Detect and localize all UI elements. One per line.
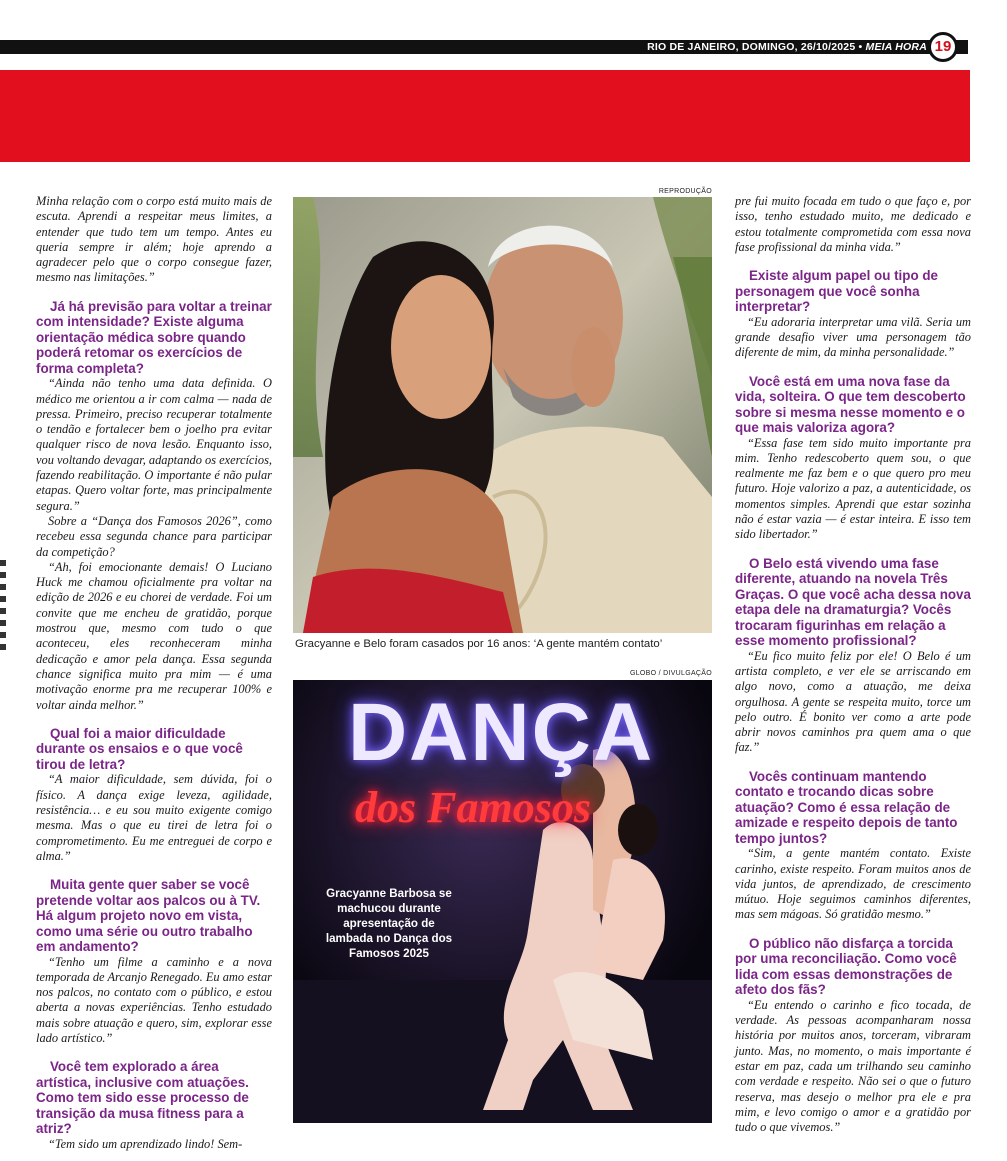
interview-question: Você está em uma nova fase da vida, solteira. O que tem descoberto sobre si mesma nesse momento e o que mais valoriza agora?: [735, 373, 966, 436]
interview-answer: “Tenho um filme a caminho e a nova temporada de Arcanjo Renegado. Eu amo estar nos palcos, no contato com o público, e estou aberta a novas experiências. Tenho estudado mais sobre atuação e quero, sim, explorar esse lado artístico.”: [36, 954, 272, 1046]
interview-question: Muita gente quer saber se você pretende voltar aos palcos ou à TV. Há algum projeto novo em vista, como uma série ou outro trabalho em andamento?: [36, 877, 261, 955]
interview-question: O público não disfarça a torcida por uma reconciliação. Como você lida com essas demonstrações de afeto dos fãs?: [735, 935, 957, 998]
interview-question: Você tem explorado a área artística, inclusive com atuações. Como tem sido esse processo de transição da musa fitness para a atriz?: [36, 1059, 249, 1137]
dance-show-photo: [293, 680, 712, 1123]
page-edge-mark: [0, 560, 6, 650]
photo1-caption: Gracyanne e Belo foram casados por 16 anos: ‘A gente mantém contato’: [295, 638, 663, 650]
dateline: [647, 40, 927, 54]
interview-answer: “Eu fico muito feliz por ele! O Belo é um artista completo, e ver ele se arriscando em algo novo, como a atuação, me deixa orgulhosa. A gente se respeita muito, torce um pelo outro. É bonito ver como a arte pode abrir novos caminhos pra quem ama o que faz.”: [735, 648, 971, 755]
interview-question: Vocês continuam mantendo contato e trocando dicas sobre atuação? Como é essa relação de amizade e respeito depois de tanto tempo juntos?: [735, 768, 958, 846]
interview-answer: Minha relação com o corpo está muito mais de escuta. Aprendi a respeitar meus limites, a entender que tudo tem um tempo. Antes eu queria sempre ir além; hoje aprendo a agradecer pelo que o corpo consegue fazer, mesmo nas limitações.”: [36, 194, 272, 285]
interview-answer: “Ah, foi emocionante demais! O Luciano Huck me chamou oficialmente pra voltar na edição de 2026 e eu chorei de verdade. Foi um convite que me encheu de gratidão, porque mostrou que, mesmo com tudo o que aconteceu, eles reconheceram minha dedicação e amor pela dança. Essa segunda chance significa muito pra mim — é uma motivação enorme pra me recuperar 100% e voltar ainda melhor.”: [36, 559, 272, 712]
interview-answer: “Eu entendo o carinho e fico tocada, de verdade. As pessoas acompanharam nossa história por muitos anos, torceram, vibraram junto. Mas, no momento, o mais importante é estar em paz, cada um trilhando seu caminho com verdade e respeito. Não sei o que o futuro reserva, mas desejo o melhor pra ele e pra mim, e levo comigo o amor e a gratidão por tudo o que vivemos.”: [735, 997, 971, 1135]
red-banner: [0, 70, 970, 162]
interview-answer: “Ainda não tenho uma data definida. O médico me orientou a ir com calma — nada de pressa. Primeiro, preciso recuperar totalmente o tendão e fortalecer bem o joelho pra evitar qualquer risco de nova lesão. Enquanto isso, vou voltando devagar, adaptando os exercícios, fazendo reabilitação. O importante é não pular etapas. Quero voltar forte, mas principalmente segura.”: [36, 376, 272, 513]
photo1-credit: REPRODUÇÃO: [658, 188, 712, 195]
interview-answer: “Tem sido um aprendizado lindo! Sem-: [48, 1136, 243, 1151]
couple-photo: [293, 197, 712, 633]
interview-question: Qual foi a maior dificuldade durante os ensaios e o que você tirou de letra?: [36, 725, 243, 772]
couple-photo-image: [293, 197, 712, 633]
page-number: 19: [928, 32, 958, 62]
show-logo-top: DANÇA: [347, 687, 655, 778]
column-left: [36, 194, 272, 1152]
interview-answer: pre fui muito focada em tudo o que faço e, por isso, tenho estudado muito, me dedicado e estou totalmente comprometida com essa nova fase profissional da minha vida.”: [735, 194, 971, 254]
lead-paragraph: Sobre a “Dança dos Famosos 2026”, como recebeu essa segunda chance para participar da competição?: [36, 513, 272, 559]
show-logo-bottom: dos Famosos: [355, 783, 591, 832]
interview-answer: “Sim, a gente mantém contato. Existe carinho, existe respeito. Foram muitos anos de vida juntos, de aprendizado, de crescimento mútuo. Hoje seguimos caminhos diferentes, mas sem mágoas. Só gratidão mesmo.”: [735, 846, 971, 922]
interview-answer: “Eu adoraria interpretar uma vilã. Seria um grande desafio viver uma personagem tão diferente de mim, da minha personalidade.”: [735, 314, 971, 360]
interview-answer: “A maior dificuldade, sem dúvida, foi o físico. A dança exige leveza, agilidade, resistência… e eu sou muito exigente comigo mesma. Mas o que eu tirei de letra foi o comprometimento. Eu me entreguei de corpo e alma.”: [36, 772, 272, 863]
interview-question: O Belo está vivendo uma fase diferente, atuando na novela Três Graças. O que você acha dessa nova etapa dele na dramaturgia? Vocês trocaram figurinhas em relação a esse momento profissional?: [735, 555, 971, 649]
interview-question: Já há previsão para voltar a treinar com intensidade? Existe alguma orientação médica sobre quando poderá retomar os exercícios de forma completa?: [36, 298, 272, 376]
column-right: [735, 194, 971, 1135]
photo2-credit: GLOBO / DIVULGAÇÃO: [629, 670, 712, 677]
interview-answer: “Essa fase tem sido muito importante pra mim. Tenho redescoberto quem sou, o que realmente me faz bem e o que quero pro meu futuro. Hoje valorizo a paz, a autenticidade, os momentos simples. Aprendi que estar sozinha não é estar vazia — é estar inteira. E isso tem sido libertador.”: [735, 435, 971, 542]
interview-question: Existe algum papel ou tipo de personagem que você sonha interpretar?: [735, 268, 938, 315]
photo2-caption: Gracyanne Barbosa se machucou durante apresentação de lambada no Dança dos Famosos 2025: [325, 887, 453, 960]
brand-name: MEIA HORA: [865, 41, 927, 53]
dateline-text: RIO DE JANEIRO, DOMINGO, 26/10/2025 •: [647, 41, 863, 53]
